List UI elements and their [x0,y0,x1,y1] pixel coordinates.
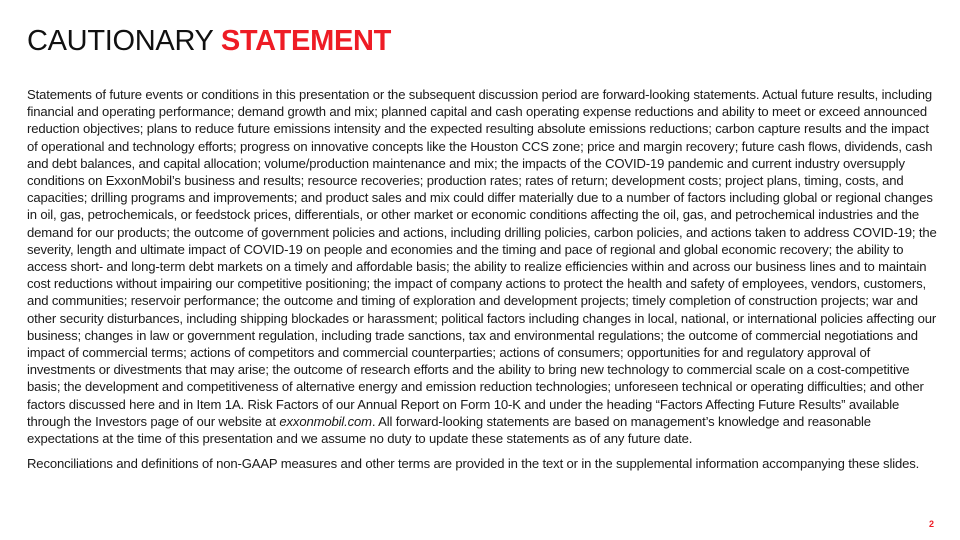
title-light-part: CAUTIONARY [27,25,221,57]
page-number: 2 [928,519,934,529]
slide-title [27,23,391,59]
paragraph-tail-text: . All forward-looking statements are based on management’s knowledge and reasonable expectations at the time of this presentation and we assume no duty to update these statements as of any future date. [27,413,871,447]
forward-looking-paragraph [27,86,939,447]
reconciliation-paragraph: Reconciliations and definitions of non-GAAP measures and other terms are provided in the text or in the supplemental information accompanying these slides. [27,456,920,472]
website-reference: exxonmobil.com [279,413,372,429]
title-bold-part: STATEMENT [220,25,392,57]
paragraph-main-text: Statements of future events or conditions in this presentation or the subsequent discussion period are forward-looking statements. Actual future results, including financial and operating performance; demand growth and mix; planned capital and cash operating expense reductions and ability to meet or exceed announced reduction objectives; plans to reduce future emissions intensity and the expected resulting absolute emissions reductions; carbon capture results and the impact of operational and technology efforts; progress on innovative concepts like the Houston CCS zone; price and margin recovery; future cash flows, dividends, cash and debt balances, and capital allocation; volume/production maintenance and mix; the impacts of the COVID-19 pandemic and current industry oversupply conditions on ExxonMobil’s business and results; resource recoveries; production rates; rates of return; development costs; project plans, timing, costs, and capacities; drilling programs and improvements; and product sales and mix could differ materially due to a number of factors including global or regional changes in oil, gas, petrochemicals, or feedstock prices, differentials, or other market or economic conditions affecting the oil, gas, and petrochemical industries and the demand for our products; the outcome of government policies and actions, including drilling policies, carbon policies, and actions taken to address COVID-19; the severity, length and ultimate impact of COVID-19 on people and economies and the timing and pace of regional and global economic recovery; the ability to access short- and long-term debt markets on a timely and affordable basis; the ability to realize efficiencies within and across our business lines and to maintain cost reductions without impairing our competitive positioning; the impact of company actions to protect the health and safety of employees, vendors, customers, and communities; reservoir performance; the outcome and timing of exploration and development projects; timely completion of construction projects; war and other security disturbances, including shipping blockades or harassment; political factors including changes in local, national, or international policies affecting our business; changes in law or government regulation, including trade sanctions, tax and environmental regulations; the outcome of commercial negotiations and impact of commercial terms; actions of competitors and commercial counterparties; actions of consumers; opportunities for and regulatory approval of investments or divestments that may arise; the outcome of research efforts and the ability to bring new technology to commercial scale on a cost-competitive basis; the development and competitiveness of alternative energy and emission reduction technologies; unforeseen technical or operating difficulties; and other factors discussed here and in Item 1A. Risk Factors of our Annual Report on Form 10-K and under the heading “Factors Affecting Future Results” available through the Investors page of our website at [27,87,937,429]
slide-body [27,86,939,472]
